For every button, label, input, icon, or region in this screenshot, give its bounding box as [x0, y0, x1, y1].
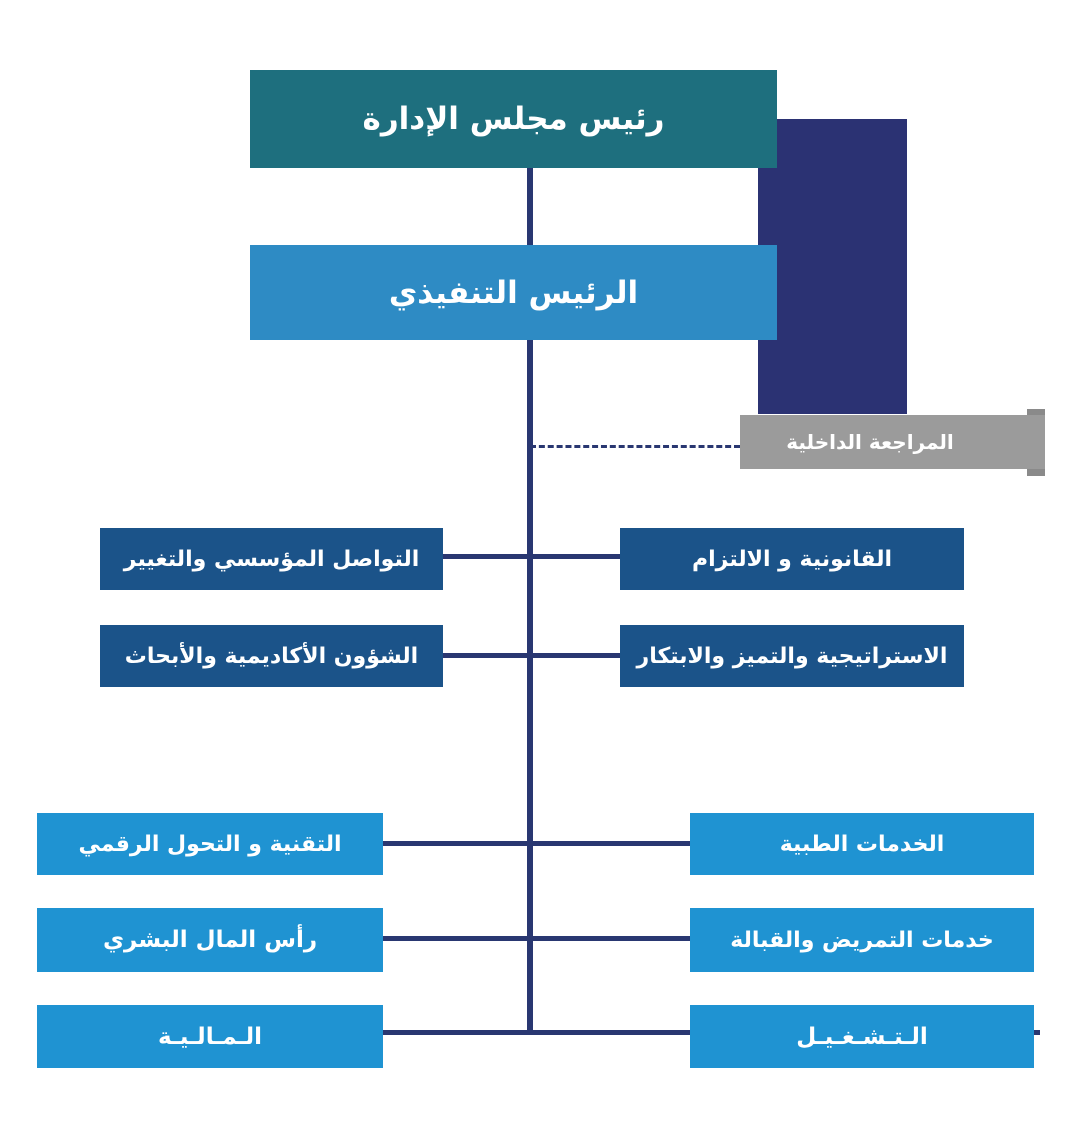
node-nursing-midwifery-services: خدمات التمريض والقبالة	[690, 908, 1034, 972]
node-medical-services: الخدمات الطبية	[690, 813, 1034, 875]
node-finance: الـمـالـيـة	[37, 1005, 383, 1068]
node-ceo: الرئيس التنفيذي	[250, 245, 777, 340]
connector-dashed-internal-audit	[530, 445, 740, 448]
node-technology-digital-transformation: التقنية و التحول الرقمي	[37, 813, 383, 875]
node-chairman: رئيس مجلس الإدارة	[250, 70, 777, 168]
connector-row2	[443, 653, 620, 658]
node-human-capital: رأس المال البشري	[37, 908, 383, 972]
node-legal-compliance: القانونية و الالتزام	[620, 528, 964, 590]
node-academic-affairs-research: الشؤون الأكاديمية والأبحاث	[100, 625, 443, 687]
node-strategy-excellence-innovation: الاستراتيجية والتميز والابتكار	[620, 625, 964, 687]
connector-row4	[383, 936, 690, 941]
accent-rectangle	[758, 119, 907, 414]
node-corporate-communication: التواصل المؤسسي والتغيير	[100, 528, 443, 590]
connector-row3	[383, 841, 690, 846]
connector-row1	[443, 554, 620, 559]
node-operations: الـتـشـغـيـل	[690, 1005, 1034, 1068]
node-internal-audit: المراجعة الداخلية	[740, 415, 1045, 469]
